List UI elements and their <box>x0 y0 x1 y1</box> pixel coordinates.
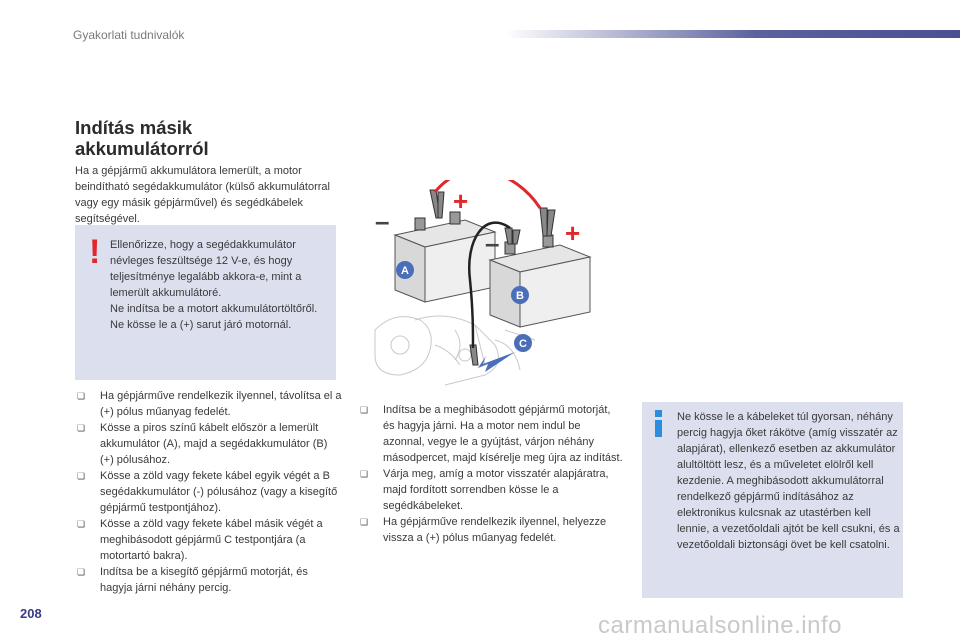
bullet-icon: ❏ <box>360 517 369 527</box>
list-item: ❏ Ha gépjárműve rendelkezik ilyennel, távolítsa el a (+) pólus műanyag fedelét. <box>77 390 342 418</box>
steps-list-right <box>358 402 623 546</box>
list-item: ❏ Indítsa be a kisegítő gépjármű motorját, és hagyja járni néhány percig. <box>77 566 308 594</box>
exclamation-icon: ! <box>89 233 101 271</box>
label-c: C <box>519 338 527 350</box>
jump-start-illustration <box>355 180 605 390</box>
bullet-icon: ❏ <box>77 391 86 401</box>
list-item: ❏ Várja meg, amíg a motor visszatér alapjáratra, majd fordított sorrendben kösse le a segédkábeleket. <box>360 468 609 512</box>
arrow-to-c <box>478 352 515 372</box>
warning-line: Ne indítsa be a motort akkumulátortöltőről. <box>110 303 318 315</box>
header-bar <box>505 30 960 38</box>
section-header: Gyakorlati tudnivalók <box>73 28 185 42</box>
steps-list-left <box>75 388 343 596</box>
warning-line: Ne kösse le a (+) sarut járó motornál. <box>110 319 292 331</box>
bullet-icon: ❏ <box>360 469 369 479</box>
plus-sign-b: + <box>565 218 581 248</box>
warning-text <box>110 237 330 333</box>
warning-line: Ellenőrizze, hogy a segédakkumulátor névleges feszültsége 12 V-e, és hogy teljesítménye legalább akkora-e, mint a lemerült akkumulátoré. <box>110 239 302 299</box>
engine-sketch <box>375 316 535 385</box>
page-title: Indítás másik akkumulátorról <box>75 117 209 159</box>
page-number: 208 <box>20 606 42 621</box>
bullet-icon: ❏ <box>77 567 86 577</box>
label-a: A <box>401 265 409 277</box>
bullet-icon: ❏ <box>77 519 86 529</box>
minus-sign-a: – <box>375 206 390 236</box>
warning-box <box>75 225 336 380</box>
bullet-icon: ❏ <box>77 471 86 481</box>
label-b: B <box>516 290 524 302</box>
list-item: ❏ Kösse a zöld vagy fekete kábel egyik végét a B segédakkumulátor (-) pólusához (vagy a kisegítő gépjármű testpontjához). <box>77 470 338 514</box>
red-cable <box>435 180 540 208</box>
list-item: ❏ Indítsa be a meghibásodott gépjármű motorját, és hagyja járni. Ha a motor nem indul be azonnal, vegye le a gyújtást, várjon néhány másodpercet, majd kísérelje meg újra az indítást. <box>360 404 623 464</box>
info-icon <box>654 410 663 436</box>
info-box <box>642 402 903 598</box>
plus-sign-a: + <box>453 186 469 216</box>
battery-b <box>490 235 590 327</box>
minus-sign-b: – <box>485 228 500 258</box>
list-item: ❏ Ha gépjárműve rendelkezik ilyennel, helyezze vissza a (+) pólus műanyag fedelét. <box>360 516 607 544</box>
battery-a <box>395 212 495 302</box>
bullet-icon: ❏ <box>360 405 369 415</box>
list-item: ❏ Kösse a piros színű kábelt először a lemerült akkumulátor (A), majd a segédakkumulátor (B) (+) pólusához. <box>77 422 328 466</box>
intro-text: Ha a gépjármű akkumulátora lemerült, a motor beindítható segédakkumulátor (külső akkumulátorral vagy egy másik gépjárművel) és segédkábelek segítségével. <box>75 165 330 225</box>
info-text: Ne kösse le a kábeleket túl gyorsan, néhány percig hagyja őket rákötve (amíg visszatér az alapjárat), ellenkező esetben az akkumulátor alultöltött lesz, és a műveletet elölről kell kezdenie. A meghibásodott akkumulátorral rendelkező gépjármű indításához az elektronikus kulcsnak az utastérben kell lennie, a vezetőoldali ajtót be kell csukni, és a vezetőoldali biztonsági övet be kell csatolni. <box>677 411 900 551</box>
bullet-icon: ❏ <box>77 423 86 433</box>
watermark: carmanualsonline.info <box>598 612 842 639</box>
list-item: ❏ Kösse a zöld vagy fekete kábel másik végét a meghibásodott gépjármű C testpontjára (a motortartó bakra). <box>77 518 323 562</box>
